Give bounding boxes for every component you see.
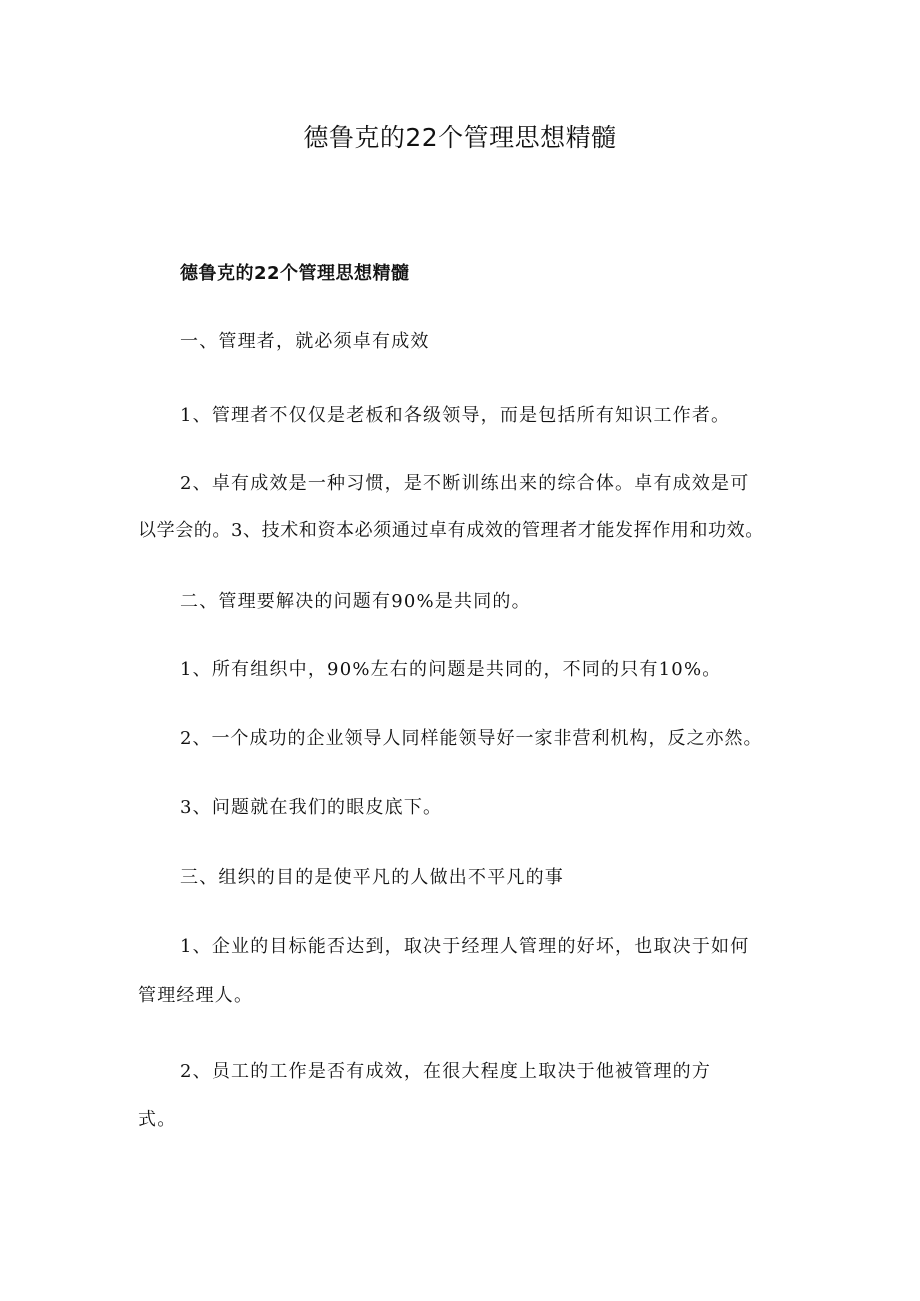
section-heading-1: 一、管理者，就必须卓有成效 xyxy=(180,331,430,352)
paragraph-line: 3、问题就在我们的眼皮底下。 xyxy=(180,797,443,818)
paragraph-line: 式。 xyxy=(138,1109,177,1130)
paragraph-line: 1、企业的目标能否达到，取决于经理人管理的好坏，也取决于如何 xyxy=(180,936,750,957)
document-subtitle: 德鲁克的22个管理思想精髓 xyxy=(180,263,410,284)
paragraph-line: 2、卓有成效是一种习惯，是不断训练出来的综合体。卓有成效是可 xyxy=(180,473,750,494)
paragraph-line: 2、员工的工作是否有成效，在很大程度上取决于他被管理的方 xyxy=(180,1061,712,1082)
section-heading-2: 二、管理要解决的问题有90%是共同的。 xyxy=(180,591,531,612)
paragraph-line: 以学会的。3、技术和资本必须通过卓有成效的管理者才能发挥作用和功效。 xyxy=(138,520,764,541)
paragraph-line: 1、管理者不仅仅是老板和各级领导，而是包括所有知识工作者。 xyxy=(180,405,731,426)
page-title: 德鲁克的22个管理思想精髓 xyxy=(303,123,617,152)
paragraph-line: 管理经理人。 xyxy=(138,985,254,1006)
section-heading-3: 三、组织的目的是使平凡的人做出不平凡的事 xyxy=(180,867,564,888)
paragraph-line: 1、所有组织中，90%左右的问题是共同的，不同的只有10%。 xyxy=(180,659,722,680)
paragraph-line: 2、一个成功的企业领导人同样能领导好一家非营利机构，反之亦然。 xyxy=(180,728,763,749)
